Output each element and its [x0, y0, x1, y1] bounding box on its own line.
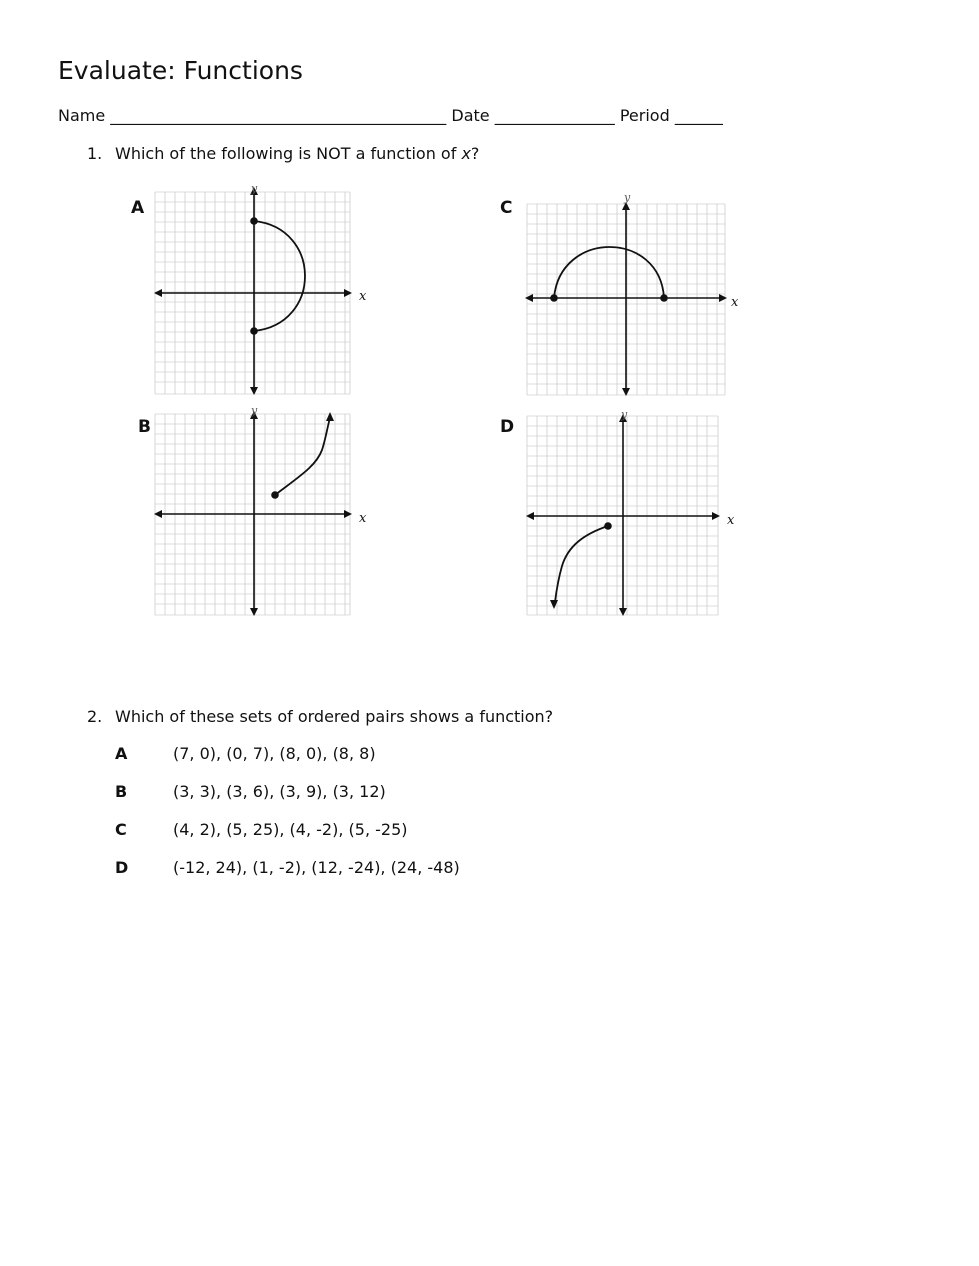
- option-d-letter[interactable]: D: [115, 858, 129, 877]
- question-1: [87, 144, 479, 163]
- curve-c: [554, 247, 664, 298]
- student-info-line: [58, 106, 723, 125]
- x-axis-label: x: [359, 511, 367, 526]
- date-blank[interactable]: _______________: [494, 106, 615, 125]
- endpoint-a-bottom: [250, 327, 258, 335]
- curve-b-arrow: [326, 412, 334, 421]
- option-a-letter[interactable]: A: [115, 744, 128, 763]
- graph-a-letter: A: [131, 198, 145, 218]
- x-axis-arrow-right: [344, 510, 352, 518]
- question-text-end: ?: [470, 144, 480, 163]
- question-number: 2.: [87, 707, 103, 726]
- graph-a[interactable]: [150, 182, 380, 397]
- x-axis-arrow-right: [712, 512, 720, 520]
- endpoint-b: [271, 491, 279, 499]
- endpoint-d: [604, 522, 612, 530]
- graph-c-letter: C: [500, 198, 513, 218]
- option-d-text[interactable]: (-12, 24), (1, -2), (12, -24), (24, -48): [173, 858, 460, 877]
- option-c-letter[interactable]: C: [115, 820, 127, 839]
- x-axis-label: x: [359, 289, 367, 304]
- x-axis-arrow-left: [525, 294, 533, 302]
- x-axis-label: x: [731, 295, 739, 310]
- endpoint-a-top: [250, 217, 258, 225]
- question-text: Which of the following is NOT a function of: [115, 144, 462, 163]
- y-axis-label: y: [251, 404, 258, 417]
- question-2: [87, 707, 553, 726]
- question-number: 1.: [87, 144, 103, 163]
- graph-b[interactable]: [150, 404, 380, 619]
- curve-b: [275, 418, 330, 495]
- graph-c[interactable]: [522, 190, 752, 400]
- graph-d-letter: D: [500, 417, 515, 437]
- curve-a: [254, 221, 305, 331]
- period-blank[interactable]: ______: [674, 106, 723, 125]
- curve-d: [555, 526, 608, 602]
- endpoint-c-right: [660, 294, 668, 302]
- option-c-text[interactable]: (4, 2), (5, 25), (4, -2), (5, -25): [173, 820, 408, 839]
- x-axis-arrow-right: [344, 289, 352, 297]
- option-a-text[interactable]: (7, 0), (0, 7), (8, 0), (8, 8): [173, 744, 376, 763]
- x-axis-label: x: [727, 513, 735, 528]
- page-title: Evaluate: Functions: [58, 56, 303, 85]
- endpoint-c-left: [550, 294, 558, 302]
- date-label: Date: [451, 106, 490, 125]
- option-b-letter[interactable]: B: [115, 782, 128, 801]
- y-axis-label: y: [624, 191, 631, 204]
- graph-d[interactable]: [522, 406, 752, 618]
- question-variable: x: [461, 144, 471, 163]
- y-axis-label: y: [251, 182, 258, 195]
- name-blank[interactable]: __________________________________________: [110, 106, 447, 125]
- question-text: Which of these sets of ordered pairs shows a function?: [115, 707, 554, 726]
- option-b-text[interactable]: (3, 3), (3, 6), (3, 9), (3, 12): [173, 782, 386, 801]
- y-axis-label: y: [621, 408, 628, 421]
- graph-b-letter: B: [138, 417, 151, 437]
- x-axis-arrow-right: [719, 294, 727, 302]
- period-label: Period: [619, 106, 670, 125]
- name-label: Name: [58, 106, 106, 125]
